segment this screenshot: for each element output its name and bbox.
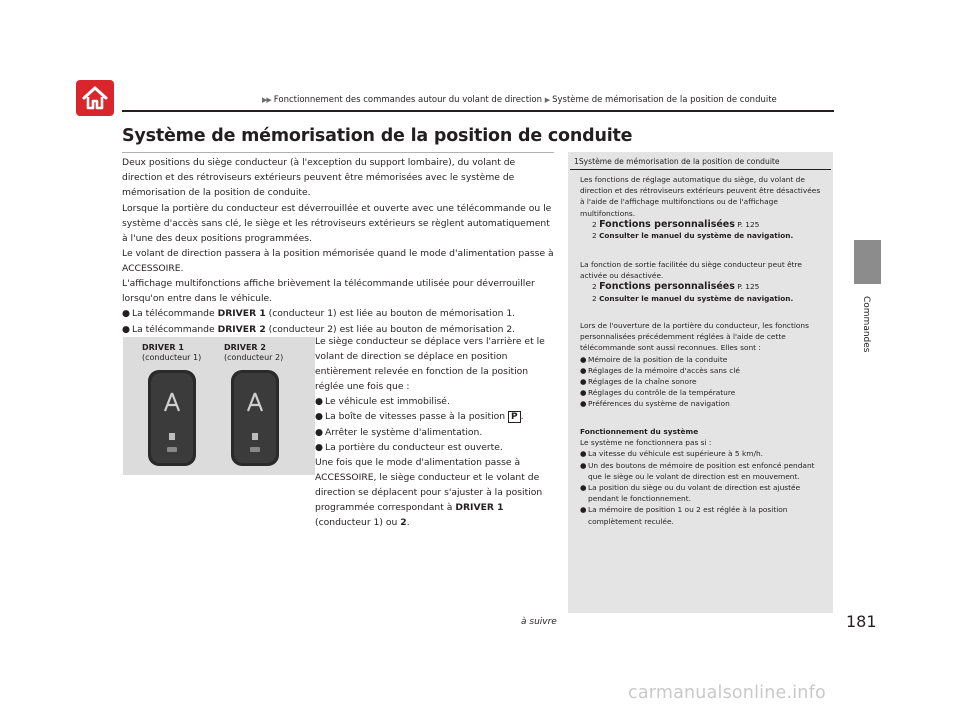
conditions-paragraph — [315, 334, 555, 530]
display-paragraph — [122, 276, 554, 337]
bullet-icon: ● — [580, 354, 587, 364]
bullet-icon: ● — [580, 449, 587, 459]
sidebar-heading: 1Système de mémorisation de la position de conduite — [574, 157, 780, 166]
bullet-icon: ● — [580, 388, 587, 398]
breadcrumb-arrow-icon: ▶ — [544, 96, 550, 104]
list-item: ● Le véhicule est immobilisé. — [315, 394, 555, 409]
breadcrumb-arrow-icon: ▶▶ — [262, 96, 271, 104]
list-item: ● La télécommande DRIVER 2 (conducteur 2) est liée au bouton de mémorisation 2. — [122, 322, 554, 337]
link-arrow-icon: 2 — [592, 219, 600, 229]
bullet-icon: ● — [580, 483, 587, 493]
list-item: ● Réglages de la chaîne sonore — [580, 377, 697, 387]
note-icon: 1 — [574, 157, 579, 166]
sidebar-divider — [570, 169, 831, 170]
custom-features-link[interactable]: 2 Fonctions personnalisées P. 125 — [592, 281, 760, 293]
bullet-icon: ● — [580, 460, 587, 470]
list-item: ● Mémoire de la position de la conduite — [580, 354, 728, 364]
bullet-icon: ● — [580, 505, 587, 515]
breadcrumb — [262, 95, 777, 105]
list-item: ● Un des boutons de mémoire de position est enfoncé pendant que le siège ou le volant de direction est en mouvement. — [580, 460, 815, 481]
bullet-icon: ● — [580, 377, 587, 387]
link-arrow-icon: 2 — [592, 231, 600, 241]
sidebar-paragraph-4: Fonctionnement du système Le système ne fonctionnera pas si : ● La vitesse du véhicule est supérieure à 5 km/h. ● Un des boutons de mémoire de position est enfoncé pendant que le siège ou le volant de direction est en mouvement. ● La position du siège ou du volant de direction est ajustée pendant le fonctionnement. ● La mémoire de position 1 ou 2 est réglée à la position complètement reculée. — [580, 426, 825, 527]
nav-manual-link[interactable]: 2 Consulter le manuel du système de navigation. — [592, 293, 794, 303]
breadcrumb-item[interactable]: Fonctionnement des commandes autour du volant de direction — [273, 95, 542, 105]
list-item: ● La télécommande DRIVER 1 (conducteur 1) est liée au bouton de mémorisation 1. — [122, 306, 554, 321]
home-icon — [81, 85, 109, 111]
fob-label-driver-1: DRIVER 1 (conducteur 1) — [142, 343, 202, 362]
list-item: ● La boîte de vitesses passe à la position P . — [315, 409, 555, 424]
intro-paragraph — [122, 155, 554, 277]
list-item: ● La position du siège ou du volant de direction est ajustée pendant le fonctionnement. — [580, 483, 801, 504]
key-fob-illustration — [123, 337, 315, 475]
list-item: ● La portière du conducteur est ouverte. — [315, 440, 555, 455]
list-item: ● Réglages de la mémoire d'accès sans clé — [580, 365, 740, 375]
breadcrumb-item[interactable]: Système de mémorisation de la position de conduite — [552, 95, 777, 105]
bullet-icon: ● — [122, 323, 131, 335]
intro-line: Lorsque la portière du conducteur est déverrouillée et ouverte avec une télécommande ou le système d'accès sans clé, le siège et les rétroviseurs extérieurs se règlent automatiquement à l'une des deux positions programmées. — [122, 202, 552, 245]
list-item: ● La vitesse du véhicule est supérieure à 5 km/h. — [580, 449, 763, 459]
bullet-icon: ● — [580, 365, 587, 375]
bullet-icon: ● — [580, 399, 587, 409]
display-text: L'affichage multifonctions affiche brièvement la télécommande utilisée pour déverrouiller lorsqu'on entre dans le véhicule. — [122, 278, 535, 305]
list-item: ● Arrêter le système d'alimentation. — [315, 425, 555, 440]
bullet-icon: ● — [122, 308, 131, 320]
park-position-icon: P — [508, 411, 521, 423]
home-button[interactable] — [76, 80, 114, 116]
list-item: ● Préférences du système de navigation — [580, 399, 730, 409]
link-arrow-icon: 2 — [592, 293, 600, 303]
watermark: carmanualsonline.info — [628, 683, 826, 703]
bullet-icon: ● — [315, 426, 324, 438]
link-arrow-icon: 2 — [592, 282, 600, 292]
conditions-outro: Une fois que le mode d'alimentation passe à ACCESSOIRE, le siège conducteur et le volant de direction se déplacent pour s'ajuster à la position programmée correspondant à DRIVER 1 (conducteur 1) ou 2. — [315, 456, 543, 529]
fob-label-driver-2: DRIVER 2 (conducteur 2) — [224, 343, 284, 362]
sidebar-paragraph-3: Lors de l'ouverture de la portière du conducteur, les fonctions personnalisées précédemment réglées à l'aide de cette télécommande sont aussi reconnues. Elles sont : ● Mémoire de la position de la conduite ● Réglages de la mémoire d'accès sans clé ● Réglages de la chaîne sonore ● Réglages du contrôle de la température ● Préférences du système de navigation — [580, 320, 825, 410]
title-divider — [122, 152, 554, 153]
header-divider — [122, 110, 834, 112]
chapter-tab-label: Commandes — [861, 296, 871, 353]
conditions-intro: Le siège conducteur se déplace vers l'arrière et le volant de direction se déplace en position entièrement relevée en fonction de la position réglée une fois que : — [315, 336, 545, 393]
key-fob-driver-2-icon — [230, 369, 280, 467]
continue-link[interactable]: à suivre — [521, 617, 557, 627]
bullet-icon: ● — [315, 411, 324, 423]
list-item: ● La mémoire de position 1 ou 2 est réglée à la position complètement reculée. — [580, 505, 788, 526]
page-title: Système de mémorisation de la position de conduite — [122, 126, 633, 146]
chapter-tab[interactable] — [854, 240, 881, 284]
intro-line: Deux positions du siège conducteur (à l'exception du support lombaire), du volant de direction et des rétroviseurs extérieurs peuvent être mémorisées avec le système de mémorisation de la position de conduite. — [122, 157, 516, 199]
list-item: ● Réglages du contrôle de la température — [580, 388, 736, 398]
nav-manual-link[interactable]: 2 Consulter le manuel du système de navigation. — [592, 231, 794, 241]
sidebar-paragraph-1: Les fonctions de réglage automatique du siège, du volant de direction et des rétroviseurs extérieurs peuvent être désactivées à l'aide de l'affichage multifonctions ou de l'affichage multifonctions. 2 Fonctions personnalisées P. 125 2 Consulter le manuel du système de navigation. — [580, 174, 825, 241]
custom-features-link[interactable]: 2 Fonctions personnalisées P. 125 — [592, 218, 760, 230]
bullet-icon: ● — [315, 441, 324, 453]
bullet-icon: ● — [315, 396, 324, 408]
intro-line: Le volant de direction passera à la position mémorisée quand le mode d'alimentation passe à ACCESSOIRE. — [122, 248, 554, 275]
sidebar-paragraph-2: La fonction de sortie facilitée du siège conducteur peut être activée ou désactivée. 2 Fonctions personnalisées P. 125 2 Consulter le manuel du système de navigation. — [580, 259, 825, 304]
key-fob-driver-1-icon — [147, 369, 197, 467]
page-number: 181 — [846, 612, 877, 631]
